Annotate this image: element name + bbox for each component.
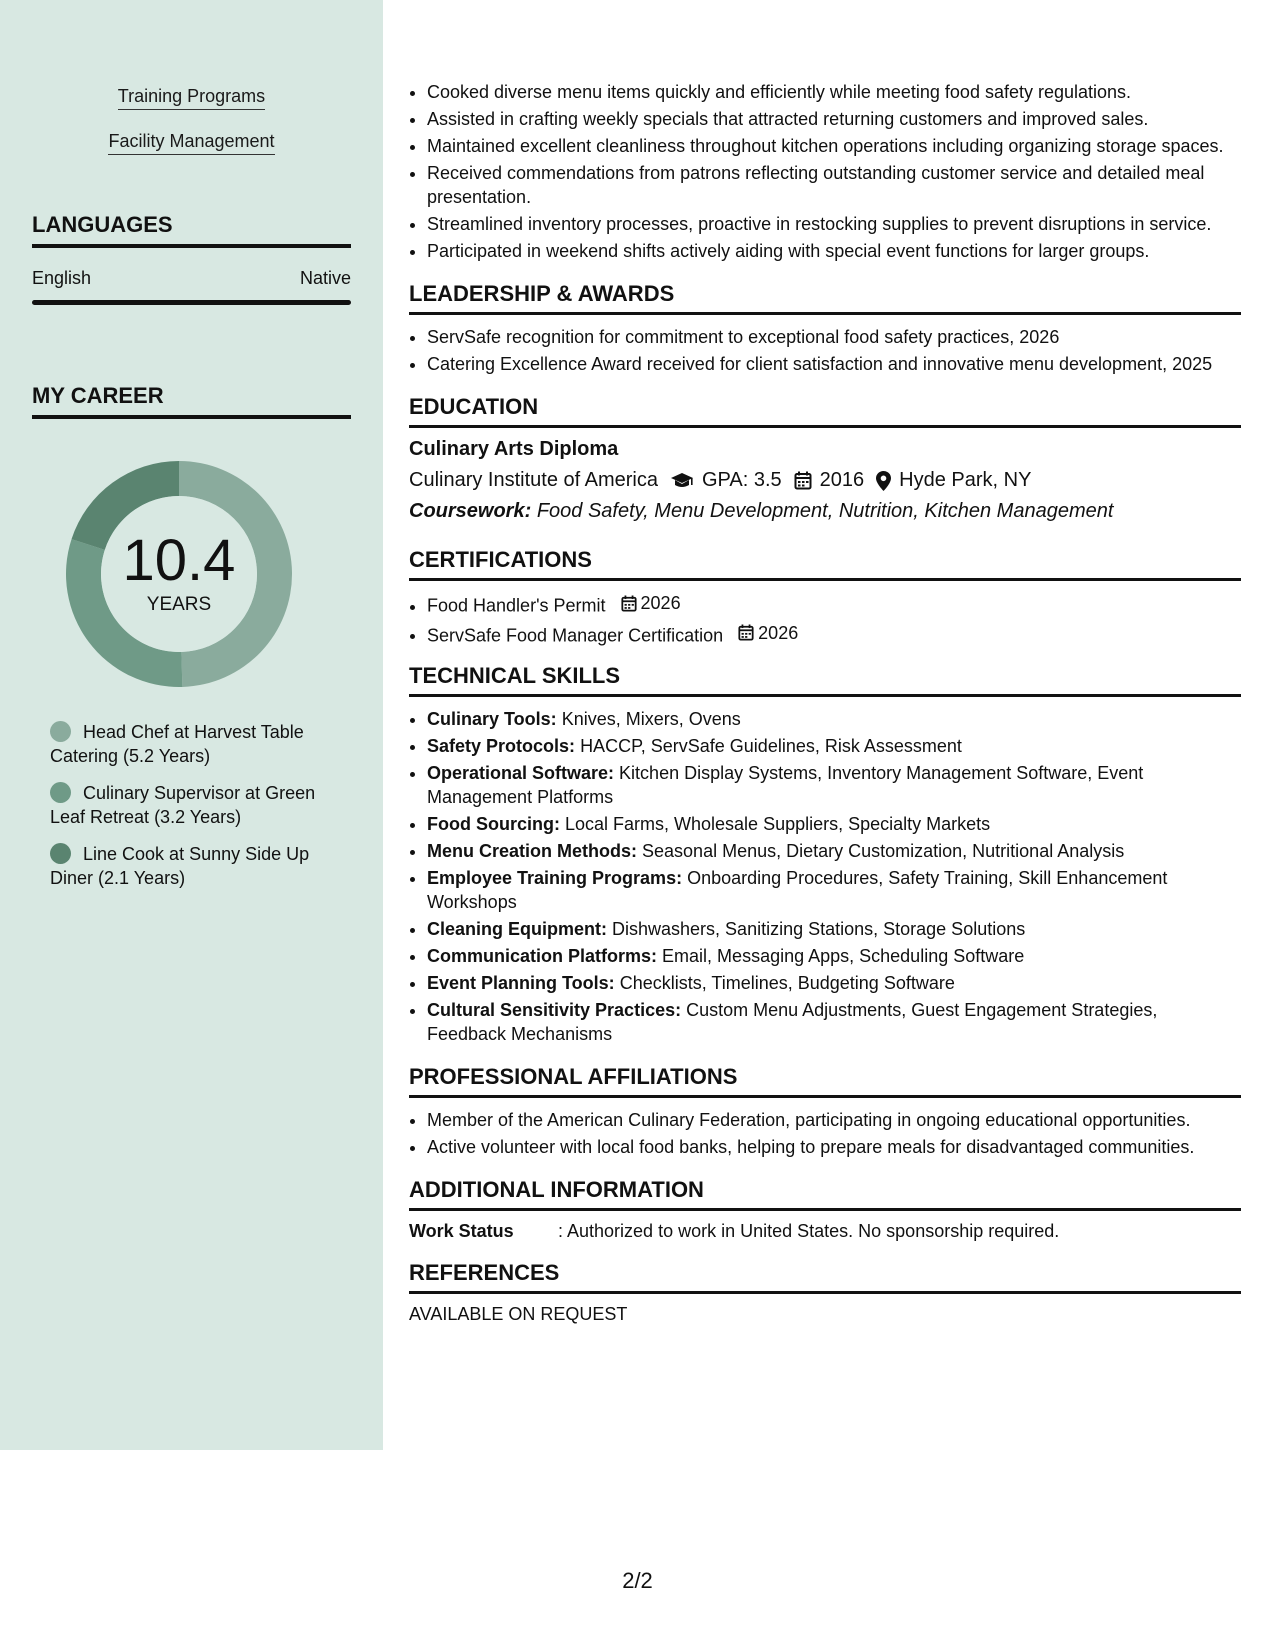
certification-date bbox=[738, 621, 798, 645]
skill-label: Operational Software: bbox=[427, 763, 615, 783]
list-item bbox=[427, 621, 1241, 648]
sidebar-link-training: Training Programs bbox=[118, 86, 265, 110]
coursework-label: Coursework: bbox=[409, 500, 532, 522]
education-degree: Culinary Arts Diploma bbox=[409, 438, 619, 460]
career-item-text: Line Cook at Sunny Side Up Diner (2.1 Years) bbox=[50, 844, 310, 888]
work-status-row bbox=[409, 1221, 1241, 1242]
list-item bbox=[427, 998, 1241, 1046]
career-legend bbox=[50, 720, 340, 903]
languages-heading: LANGUAGES bbox=[32, 212, 351, 248]
education-location: Hyde Park, NY bbox=[899, 469, 1032, 491]
career-item bbox=[50, 781, 340, 829]
graduation-cap-icon bbox=[670, 472, 694, 490]
list-item bbox=[427, 917, 1241, 941]
list-item: • Active volunteer with local food banks, helping to prepare meals for disadvantaged communities. bbox=[427, 1135, 1241, 1159]
experience-bullets bbox=[409, 80, 1241, 263]
list-item: • Member of the American Culinary Federation, participating in ongoing educational opportunities. bbox=[427, 1108, 1241, 1132]
main-content bbox=[409, 0, 1241, 1325]
skill-value: Local Farms, Wholesale Suppliers, Specialty Markets bbox=[565, 814, 991, 834]
list-item bbox=[427, 866, 1241, 914]
skill-label: Cleaning Equipment: bbox=[427, 919, 607, 939]
affiliations-heading: PROFESSIONAL AFFILIATIONS bbox=[409, 1064, 1241, 1098]
list-item: • Participated in weekend shifts actively aiding with special event functions for larger groups. bbox=[427, 239, 1241, 263]
list-item: • Assisted in crafting weekly specials that attracted returning customers and improved sales. bbox=[427, 107, 1241, 131]
education-coursework bbox=[409, 500, 1241, 523]
sidebar bbox=[0, 0, 383, 1450]
education-school: Culinary Institute of America bbox=[409, 469, 658, 491]
sidebar-links bbox=[32, 86, 351, 176]
skill-label: Employee Training Programs: bbox=[427, 868, 683, 888]
education-year-wrap bbox=[794, 469, 865, 492]
leadership-list bbox=[409, 325, 1241, 376]
calendar-icon bbox=[794, 471, 812, 490]
skill-value: Email, Messaging Apps, Scheduling Software bbox=[662, 946, 1025, 966]
education-gpa: GPA: 3.5 bbox=[702, 469, 782, 491]
list-item bbox=[427, 812, 1241, 836]
list-item: • Cooked diverse menu items quickly and efficiently while meeting food safety regulations. bbox=[427, 80, 1241, 104]
career-item-text: Culinary Supervisor at Green Leaf Retreat (3.2 Years) bbox=[50, 783, 316, 827]
career-total-value: 10.4 bbox=[122, 528, 236, 593]
certifications-heading: CERTIFICATIONS bbox=[409, 547, 1241, 581]
education-location-wrap bbox=[876, 469, 1031, 492]
certification-year: 2026 bbox=[758, 622, 799, 643]
leadership-heading: LEADERSHIP & AWARDS bbox=[409, 281, 1241, 315]
language-level: Native bbox=[299, 268, 351, 288]
list-item: • Maintained excellent cleanliness throughout kitchen operations including organizing storage spaces. bbox=[427, 134, 1241, 158]
language-level-bar bbox=[32, 300, 351, 305]
skills-heading: TECHNICAL SKILLS bbox=[409, 663, 1241, 697]
skill-value: Checklists, Timelines, Budgeting Software bbox=[619, 973, 955, 993]
skills-list bbox=[409, 707, 1241, 1046]
education-gpa-wrap bbox=[670, 469, 782, 492]
list-item bbox=[427, 734, 1241, 758]
career-total bbox=[66, 461, 292, 687]
page-number: 2/2 bbox=[622, 1568, 653, 1593]
list-item bbox=[427, 591, 1241, 618]
skill-label: Menu Creation Methods: bbox=[427, 841, 637, 861]
skill-label: Food Sourcing: bbox=[427, 814, 560, 834]
coursework-value: Food Safety, Menu Development, Nutrition, Kitchen Management bbox=[536, 500, 1114, 522]
education-year: 2016 bbox=[819, 469, 865, 491]
list-item bbox=[427, 944, 1241, 968]
list-item bbox=[427, 761, 1241, 809]
skill-value: Knives, Mixers, Ovens bbox=[561, 709, 741, 729]
certification-name: Food Handler's Permit bbox=[427, 595, 606, 616]
skill-value: Onboarding Procedures, Safety Training, Skill Enhancement Workshops bbox=[427, 868, 1168, 912]
skill-value: Kitchen Display Systems, Inventory Management Software, Event Management Platforms bbox=[427, 763, 1144, 807]
map-pin-icon bbox=[876, 471, 891, 491]
work-status-value: : Authorized to work in United States. No sponsorship required. bbox=[558, 1221, 1060, 1241]
skill-label: Culinary Tools: bbox=[427, 709, 557, 729]
work-status-label: Work Status bbox=[409, 1221, 514, 1241]
list-item: • Catering Excellence Award received for client satisfaction and innovative menu development, 2025 bbox=[427, 352, 1241, 376]
list-item: • Received commendations from patrons reflecting outstanding customer service and detailed meal presentation. bbox=[427, 161, 1241, 209]
affiliations-list bbox=[409, 1108, 1241, 1159]
additional-info-heading: ADDITIONAL INFORMATION bbox=[409, 1177, 1241, 1211]
calendar-icon bbox=[738, 624, 754, 641]
skill-value: Custom Menu Adjustments, Guest Engagement Strategies, Feedback Mechanisms bbox=[427, 1000, 1158, 1044]
career-total-unit: YEARS bbox=[146, 594, 212, 615]
skill-value: Seasonal Menus, Dietary Customization, Nutritional Analysis bbox=[642, 841, 1125, 861]
language-row bbox=[32, 268, 351, 289]
career-item bbox=[50, 720, 340, 768]
references-heading: REFERENCES bbox=[409, 1260, 1241, 1294]
references-text: AVAILABLE ON REQUEST bbox=[409, 1304, 628, 1324]
legend-dot bbox=[50, 782, 71, 803]
career-item-text: Head Chef at Harvest Table Catering (5.2 Years) bbox=[50, 722, 304, 766]
list-item: • ServSafe recognition for commitment to exceptional food safety practices, 2026 bbox=[427, 325, 1241, 349]
certification-date bbox=[621, 591, 681, 615]
skill-label: Safety Protocols: bbox=[427, 736, 576, 756]
sidebar-link-facility: Facility Management bbox=[108, 131, 274, 155]
career-heading: MY CAREER bbox=[32, 383, 351, 419]
legend-dot bbox=[50, 721, 71, 742]
education-details bbox=[409, 469, 1241, 492]
certifications-list bbox=[409, 591, 1241, 647]
list-item bbox=[427, 971, 1241, 995]
list-item bbox=[427, 839, 1241, 863]
skill-label: Communication Platforms: bbox=[427, 946, 658, 966]
calendar-icon bbox=[621, 595, 637, 612]
skill-label: Cultural Sensitivity Practices: bbox=[427, 1000, 682, 1020]
skill-value: HACCP, ServSafe Guidelines, Risk Assessment bbox=[580, 736, 962, 756]
skill-value: Dishwashers, Sanitizing Stations, Storage Solutions bbox=[612, 919, 1026, 939]
certification-year: 2026 bbox=[640, 593, 681, 613]
certification-name: ServSafe Food Manager Certification bbox=[427, 625, 724, 645]
language-name: English bbox=[32, 268, 92, 288]
skill-label: Event Planning Tools: bbox=[427, 973, 615, 993]
legend-dot bbox=[50, 843, 71, 864]
list-item: • Streamlined inventory processes, proactive in restocking supplies to prevent disruptions in service. bbox=[427, 212, 1241, 236]
education-heading: EDUCATION bbox=[409, 394, 1241, 428]
list-item bbox=[427, 707, 1241, 731]
career-item bbox=[50, 842, 340, 890]
